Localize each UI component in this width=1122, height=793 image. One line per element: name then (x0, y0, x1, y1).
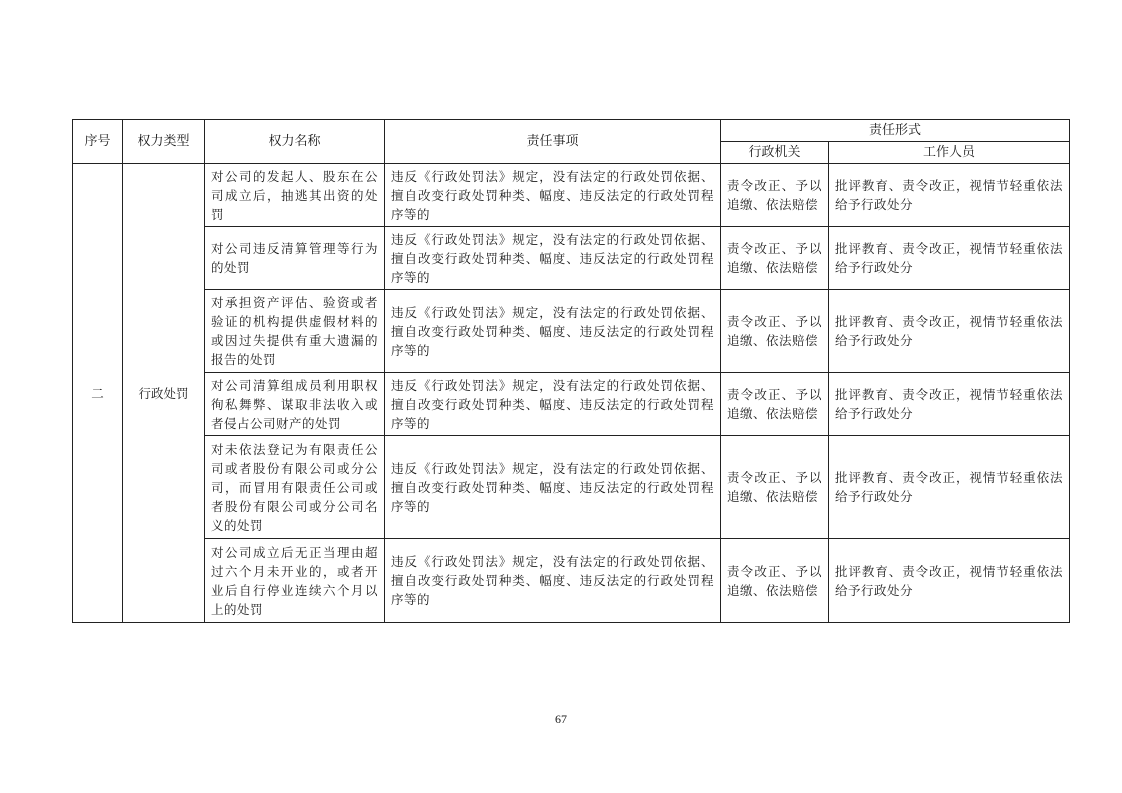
power-name-cell: 对公司违反清算管理等行为的处罚 (205, 227, 385, 290)
staff-cell: 批评教育、责令改正，视情节轻重依法给予行政处分 (829, 164, 1070, 227)
header-power-type: 权力类型 (123, 120, 205, 164)
header-power-name: 权力名称 (205, 120, 385, 164)
header-agency: 行政机关 (721, 142, 829, 164)
matter-cell: 违反《行政处罚法》规定，没有法定的行政处罚依据、擅自改变行政处罚种类、幅度、违反法定的行政处罚程序等的 (385, 539, 721, 623)
matter-cell: 违反《行政处罚法》规定，没有法定的行政处罚依据、擅自改变行政处罚种类、幅度、违反法定的行政处罚程序等的 (385, 436, 721, 539)
staff-cell: 批评教育、责令改正，视情节轻重依法给予行政处分 (829, 436, 1070, 539)
table-row (73, 164, 1070, 227)
group-power-type: 行政处罚 (123, 164, 205, 623)
header-responsibility-matter: 责任事项 (385, 120, 721, 164)
power-name-cell: 对未依法登记为有限责任公司或者股份有限公司或分公司，而冒用有限责任公司或者股份有限公司或分公司名义的处罚 (205, 436, 385, 539)
staff-cell: 批评教育、责令改正，视情节轻重依法给予行政处分 (829, 290, 1070, 373)
matter-cell: 违反《行政处罚法》规定，没有法定的行政处罚依据、擅自改变行政处罚种类、幅度、违反法定的行政处罚程序等的 (385, 227, 721, 290)
agency-cell: 责令改正、予以追缴、依法赔偿 (721, 436, 829, 539)
power-name-cell: 对公司清算组成员利用职权徇私舞弊、谋取非法收入或者侵占公司财产的处罚 (205, 373, 385, 436)
agency-cell: 责令改正、予以追缴、依法赔偿 (721, 164, 829, 227)
header-staff: 工作人员 (829, 142, 1070, 164)
agency-cell: 责令改正、予以追缴、依法赔偿 (721, 373, 829, 436)
agency-cell: 责令改正、予以追缴、依法赔偿 (721, 227, 829, 290)
matter-cell: 违反《行政处罚法》规定，没有法定的行政处罚依据、擅自改变行政处罚种类、幅度、违反法定的行政处罚程序等的 (385, 164, 721, 227)
table-row (73, 227, 1070, 290)
agency-cell: 责令改正、予以追缴、依法赔偿 (721, 539, 829, 623)
matter-cell: 违反《行政处罚法》规定，没有法定的行政处罚依据、擅自改变行政处罚种类、幅度、违反法定的行政处罚程序等的 (385, 373, 721, 436)
responsibility-table (72, 119, 1070, 623)
staff-cell: 批评教育、责令改正，视情节轻重依法给予行政处分 (829, 539, 1070, 623)
power-name-cell: 对承担资产评估、验资或者验证的机构提供虚假材料的或因过失提供有重大遗漏的报告的处罚 (205, 290, 385, 373)
group-seq: 二 (73, 164, 123, 623)
table-row (73, 436, 1070, 539)
header-responsibility-form: 责任形式 (721, 120, 1070, 142)
power-name-cell: 对公司成立后无正当理由超过六个月未开业的，或者开业后自行停业连续六个月以上的处罚 (205, 539, 385, 623)
page-number: 67 (555, 712, 567, 726)
header-seq: 序号 (73, 120, 123, 164)
matter-cell: 违反《行政处罚法》规定，没有法定的行政处罚依据、擅自改变行政处罚种类、幅度、违反法定的行政处罚程序等的 (385, 290, 721, 373)
table-row (73, 539, 1070, 623)
agency-cell: 责令改正、予以追缴、依法赔偿 (721, 290, 829, 373)
staff-cell: 批评教育、责令改正，视情节轻重依法给予行政处分 (829, 373, 1070, 436)
table-row (73, 290, 1070, 373)
power-name-cell: 对公司的发起人、股东在公司成立后，抽逃其出资的处罚 (205, 164, 385, 227)
staff-cell: 批评教育、责令改正，视情节轻重依法给予行政处分 (829, 227, 1070, 290)
table-row (73, 373, 1070, 436)
